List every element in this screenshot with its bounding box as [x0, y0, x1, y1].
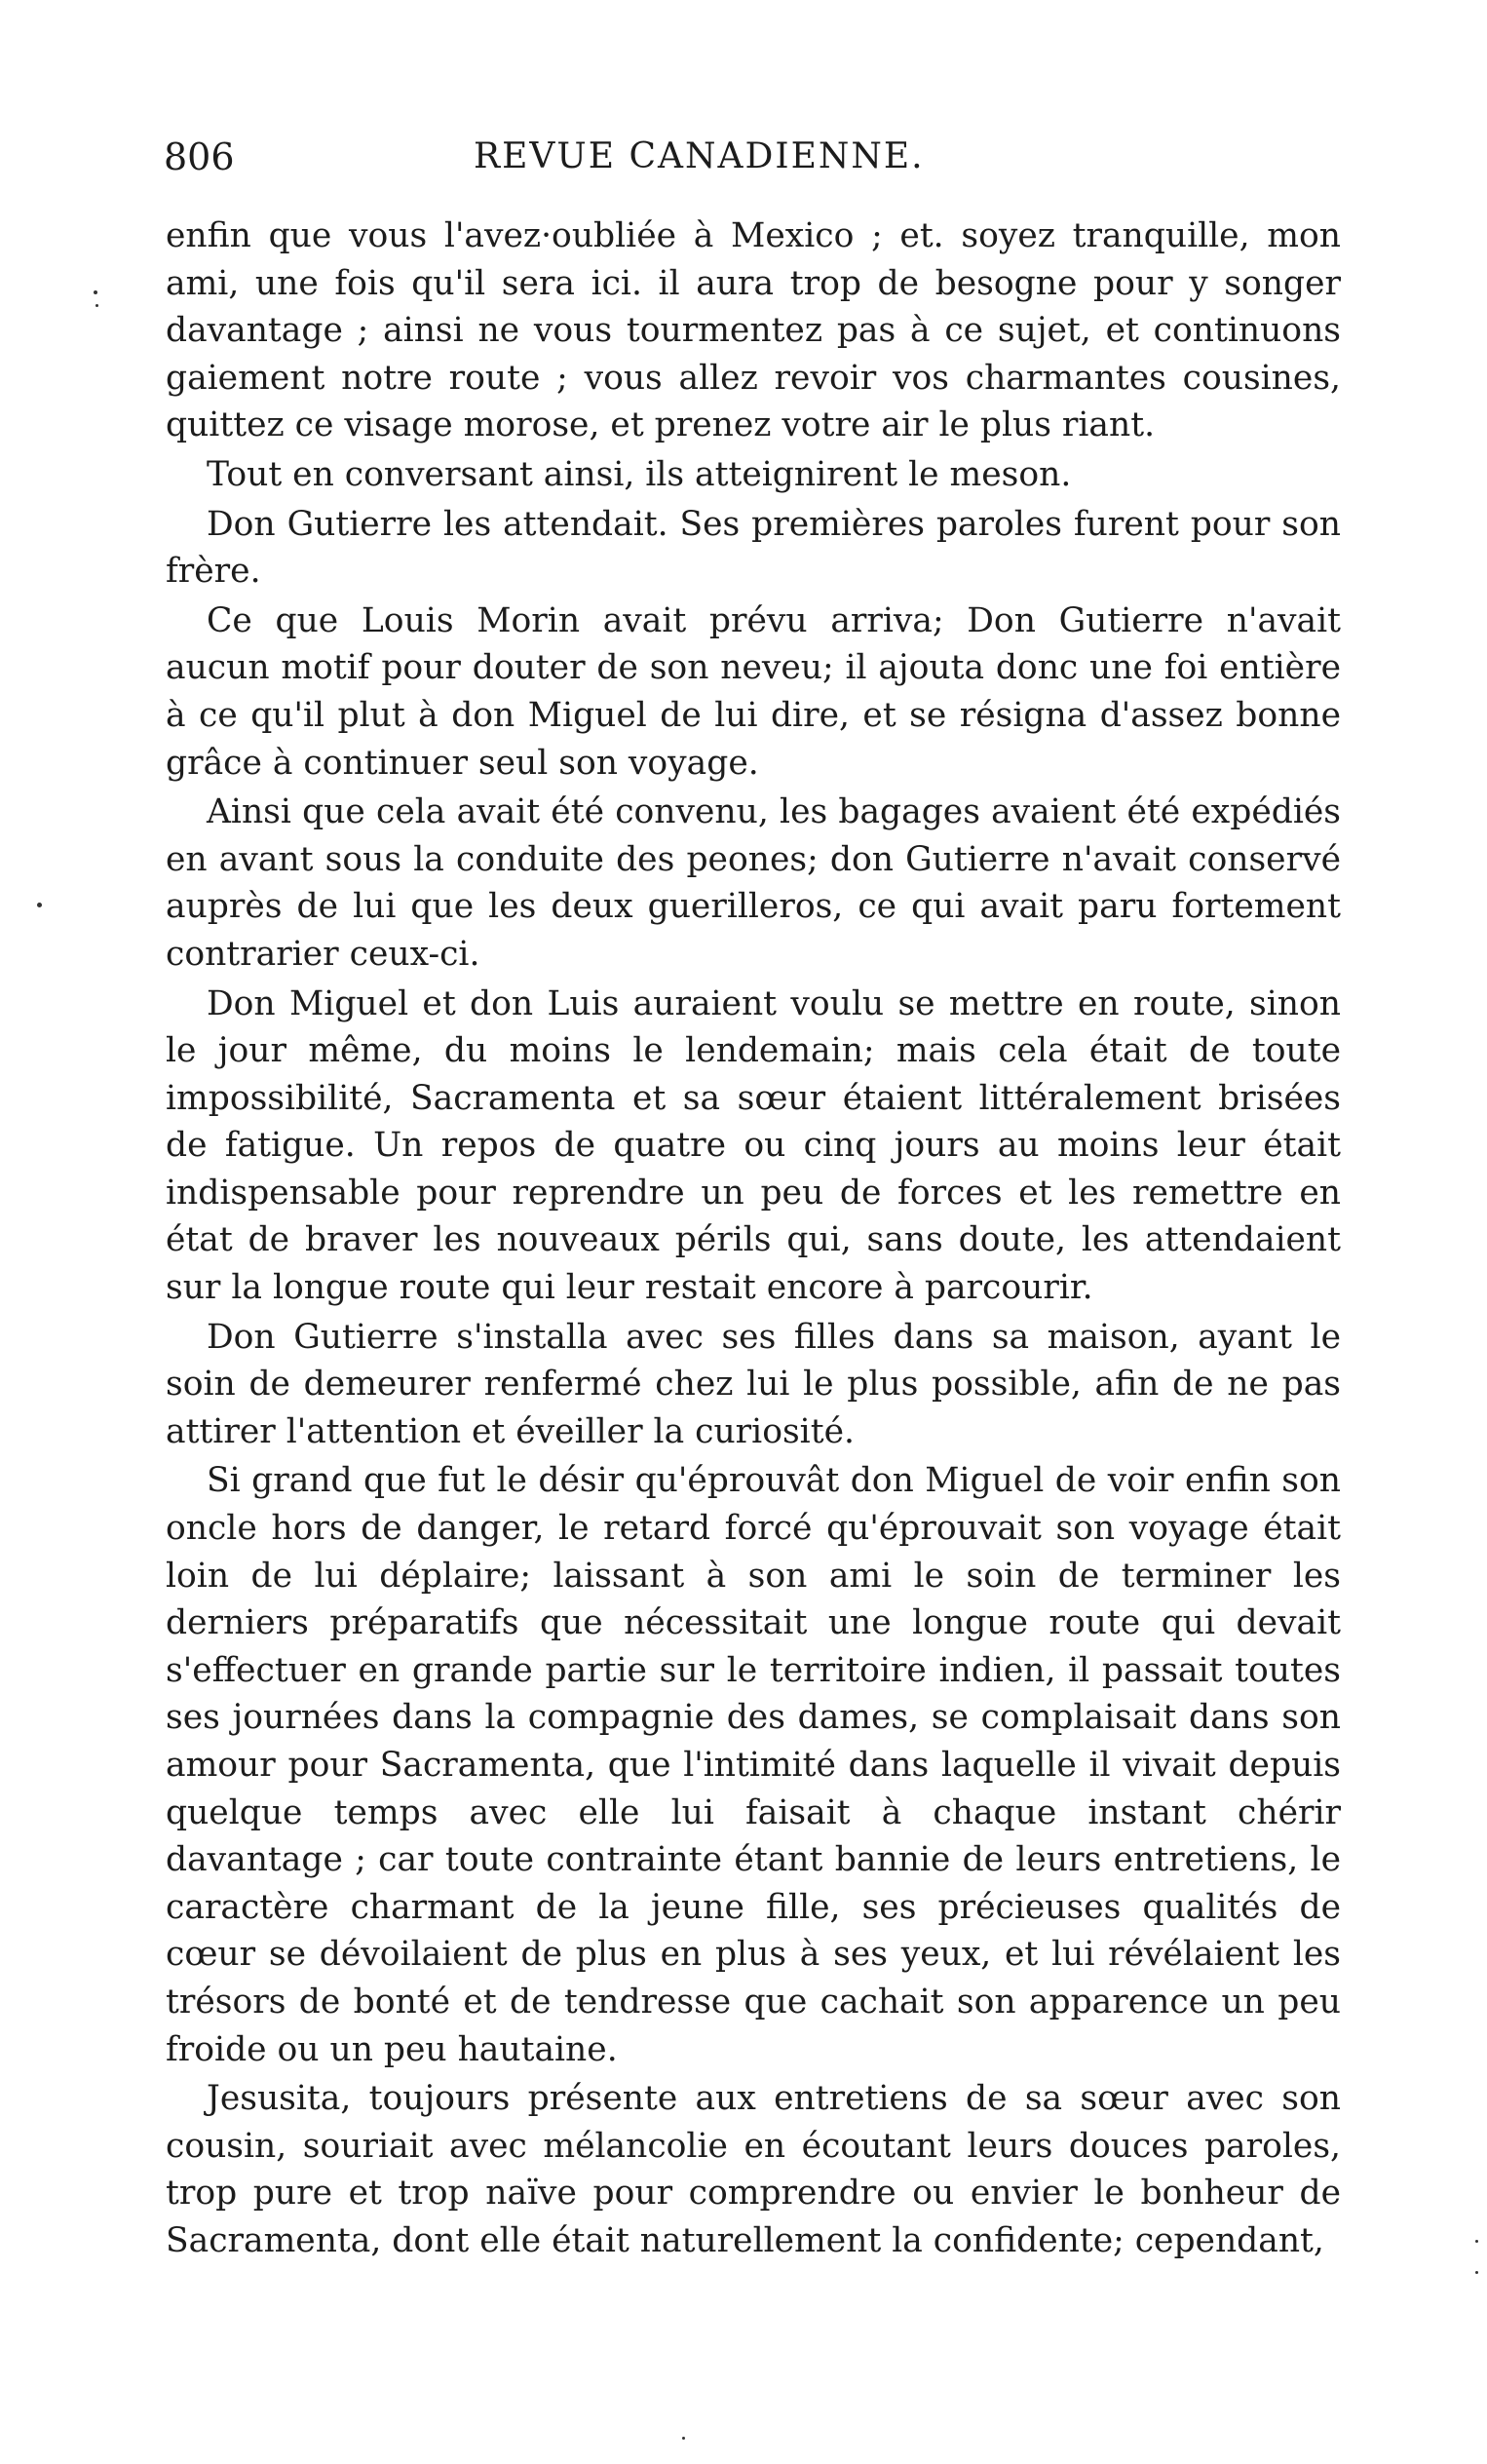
- scan-speck: [1475, 2240, 1478, 2243]
- paragraph-8: Si grand que fut le désir qu'éprouvât don Miguel de voir enfin son oncle hors de danger, le retard forcé qu'éprouvait son voyage était loin de lui déplaire; laissant à son ami le soin de terminer les derniers préparatifs que nécessitait une longue route qui devait s'effectuer en grande partie sur le territoire indien, il passait toutes ses journées dans la compagnie des dames, se complaisait dans son amour pour Sacramenta, que l'intimité dans laquelle il vivait depuis quelque temps avec elle lui faisait à chaque instant chérir davantage ; car toute contrainte étant bannie de leurs entretiens, le caractère charmant de la jeune fille, ses précieuses qualités de cœur se dévoilaient de plus en plus à ses yeux, et lui révélaient les trésors de bonté et de tendresse que cachait son apparence un peu froide ou un peu hautaine.: [166, 1461, 1341, 2069]
- scan-speck: [1475, 2271, 1478, 2274]
- page-header: [164, 133, 1343, 181]
- paragraph-9: Jesusita, toujours présente aux entretiens de sa sœur avec son cousin, souriait avec mélancolie en écoutant leurs douces paroles, trop pure et trop naïve pour comprendre ou envier le bonheur de Sacramenta, dont elle était naturellement la confidente; cependant,: [166, 2079, 1341, 2260]
- running-title: REVUE CANADIENNE.: [474, 136, 925, 176]
- body-text: [166, 212, 1341, 2267]
- paragraph-1: enfin que vous l'avez·oubliée à Mexico ; et. soyez tranquille, mon ami, une fois qu'il sera ici. il aura trop de besogne pour y songer davantage ; ainsi ne vous tourmentez pas à ce sujet, et continuons gaiement notre route ; vous allez revoir vos charmantes cousines, quittez ce visage morose, et prenez votre air le plus riant.: [166, 216, 1341, 445]
- paragraph-2: Tout en conversant ainsi, ils atteignirent le meson.: [207, 454, 1072, 494]
- paragraph-4: Ce que Louis Morin avait prévu arriva; Don Gutierre n'avait aucun motif pour douter de son neveu; il ajouta donc une foi entière à ce qu'il plut à don Miguel de lui dire, et se résigna d'assez bonne grâce à continuer seul son voyage.: [166, 600, 1341, 783]
- page-number: 806: [164, 135, 235, 178]
- paragraph-6: Don Miguel et don Luis auraient voulu se mettre en route, sinon le jour même, du moins le lendemain; mais cela était de toute impossibilité, Sacramenta et sa sœur étaient littéralement brisées de fatigue. Un repos de quatre ou cinq jours au moins leur était indispensable pour reprendre un peu de forces et les remettre en état de braver les nouveaux périls qui, sans doute, les attendaient sur la longue route qui leur restait encore à parcourir.: [166, 983, 1341, 1308]
- paragraph-3: Don Gutierre les attendait. Ses premières paroles furent pour son frère.: [166, 504, 1341, 592]
- paragraph-5: Ainsi que cela avait été convenu, les bagages avaient été expédiés en avant sous la conduite des peones; don Gutierre n'avait conservé auprès de lui que les deux guerilleros, ce qui avait paru fortement contrarier ceux-ci.: [166, 792, 1341, 974]
- scan-speck: [682, 2437, 685, 2440]
- scan-speck: [95, 304, 98, 307]
- paragraph-7: Don Gutierre s'installa avec ses filles dans sa maison, ayant le soin de demeurer renfermé chez lui le plus possible, afin de ne pas attirer l'attention et éveiller la curiosité.: [166, 1317, 1341, 1451]
- scan-speck: [37, 903, 42, 907]
- scan-speck: [94, 290, 97, 294]
